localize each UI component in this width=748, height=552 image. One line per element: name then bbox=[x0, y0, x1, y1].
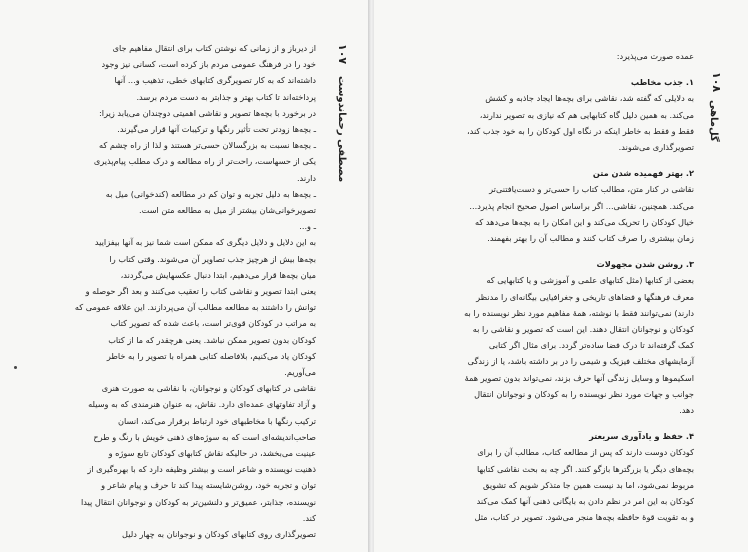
text-line: میان بچه‌ها قرار می‌دهیم، ابتدا دنبال عکسهایش می‌گردند، bbox=[120, 269, 316, 280]
right-page bbox=[374, 0, 748, 552]
text-line: در برخورد با بچه‌ها تصویر و نقاشی اهمیتی دوچندان می‌یابد زیرا: bbox=[99, 107, 316, 118]
text-line: دارند) نمی‌توانند فقط با نوشته، همهٔ مفاهیم مورد نظر نویسنده را به bbox=[464, 307, 694, 318]
text-line: کودکان دوست دارند که پس از مطالعه کتاب، مطالب آن را برای bbox=[477, 447, 694, 458]
text-line: کودکان و نوجوانان انتقال دهند. این است که تصویر و نقاشی را به bbox=[472, 324, 694, 335]
text-line bbox=[398, 246, 694, 250]
text-line: نقاشی در کنار متن، مطالب کتاب را حسی‌تر و دست‌یافتنی‌تر bbox=[489, 184, 694, 195]
left-page bbox=[0, 0, 372, 552]
text-line: فقط و فقط به خاطر اینکه در نگاه اول کودکان را به خود جذب کند، bbox=[467, 125, 694, 136]
text-line: خود را در فرهنگ عمومی مردم باز کرده است، کسانی نیز وجود bbox=[101, 59, 316, 70]
text-line: داشته‌اند که به کار تصویرگری کتابهای خطی، تذهیب و... آنها bbox=[114, 75, 316, 86]
text-line: کودکان به این امر در نظم دادن به بایگانی ذهنی آنها کمک می‌کند bbox=[476, 496, 694, 507]
text-line: مربوط نمی‌شود، اما بد نیست همین جا متذکر شویم که تشویق bbox=[483, 479, 694, 490]
text-line: صاحب‌اندیشه‌ای است که به سوژه‌های ذهنی خویش با رنگ و طرح bbox=[93, 431, 316, 442]
text-line: نقاشی در کتابهای کودکان و نوجوانان، با نقاشی به صورت هنری bbox=[101, 383, 316, 394]
text-line: ـ و... bbox=[299, 221, 316, 232]
text-line: بعضی از کتابها (مثل کتابهای علمی و آموزشی و یا کتابهایی که bbox=[486, 275, 694, 286]
text-line: می‌کند. همچنین، نقاشی... اگر براساس اصول صحیح انجام پذیرد... bbox=[469, 200, 694, 211]
text-line: جوانب و جهات مورد نظر نویسنده را به کودکان و نوجوانان انتقال bbox=[474, 388, 694, 399]
text-line: از دیرباز و از زمانی که نوشتن کتاب برای انتقال مفاهیم جای bbox=[112, 43, 316, 53]
text-line: آزمایشهای مختلف فیزیک و شیمی را در بر داشته باشد، یا از زندگی bbox=[467, 356, 694, 367]
text-line: و آزاد تفاوتهای عمده‌ای دارد. نقاش، به عنوان هنرمندی که به وسیله bbox=[88, 399, 316, 410]
text-line: کمک گرفته‌اند تا درک فضا ساده‌تر گردد. برای مثال اگر کتابی bbox=[488, 340, 694, 351]
text-line: دارند. bbox=[296, 172, 316, 183]
text-line: بچه‌ها بیش از هرچیز جذب تصاویر آن می‌شوند. وقتی کتاب را bbox=[109, 253, 316, 264]
text-line: یعنی ابتدا تصویر و نقاشی کتاب را تعقیب می‌کنند و بعد اگر حوصله و bbox=[85, 286, 316, 297]
text-line: به این دلایل و دلایل دیگری که ممکن است شما نیز به آنها بیفزایید bbox=[94, 237, 316, 248]
text-line bbox=[398, 64, 694, 68]
text-line: کودکان یاد می‌کنیم، بلافاصله کتابی همراه با تصویر را به خاطر bbox=[106, 350, 316, 361]
text-line: معرف فرهنگها و فضاهای تاریخی و جغرافیایی بیگانه‌ای را مدنظر bbox=[476, 291, 694, 302]
text-line: ۴. حفظ و یادآوری سریعتر bbox=[589, 431, 694, 442]
text-line: ـ بچه‌ها زودتر تحت تأثیر رنگها و ترکیبات آنها قرار می‌گیرند. bbox=[117, 124, 316, 135]
text-line: و به تقویت قوهٔ حافظه بچه‌ها منجر می‌شود. تصویر در کتاب، مثل bbox=[474, 512, 694, 523]
text-line: توانش را داشتند به مطالعه مطالب آن می‌پردازند. این علاقه عمومی که bbox=[74, 302, 316, 313]
text-line: ترکیب رنگها با مخاطبهای خود ارتباط برقرار می‌کند، انسان bbox=[118, 415, 316, 426]
page-number: ۱۰۷ bbox=[336, 44, 349, 65]
text-line: ـ بچه‌ها نسبت به بزرگسالان حسی‌تر هستند و لذا از راه چشم که bbox=[98, 140, 316, 151]
running-head: مصطفی رحماندوست bbox=[336, 76, 347, 183]
text-line bbox=[398, 418, 694, 422]
text-line: به دلایلی که گفته شد، نقاشی برای بچه‌ها ایجاد جاذبه و کشش bbox=[485, 93, 694, 104]
speck-mark bbox=[14, 366, 17, 369]
text-line: ذهنیت نویسنده و شاعر است و بیشتر وظیفه دارد که با بهره‌گیری از bbox=[87, 464, 316, 475]
text-line: یکی از حسهاست، راحت‌تر از راه مطالعه و درک مطلب پیام‌پذیری bbox=[93, 156, 316, 167]
text-line: ۱. جذب مخاطب bbox=[630, 77, 694, 88]
text-line: کند. bbox=[302, 512, 316, 523]
text-line: عمده صورت می‌پذیرد: bbox=[616, 51, 694, 61]
running-head: گل‌ماهی bbox=[708, 100, 719, 142]
text-line bbox=[398, 155, 694, 159]
text-line: بچه‌های دیگر یا بزرگترها بازگو کنند. اگر چه به بحث نقاشی کتابها bbox=[476, 463, 694, 474]
text-line: به مراتب در کودکان قوی‌تر است، باعث شده که تصویر کتاب bbox=[110, 318, 316, 329]
text-line: تصویرگذاری روی کتابهای کودکان و نوجوانان به چهار دلیل bbox=[122, 529, 316, 540]
text-line: می‌آوریم. bbox=[284, 367, 316, 378]
text-line: کودکان بدون تصویر ممکن نباشد. یعنی هرچقدر که ما از کتاب bbox=[108, 334, 316, 345]
text-line: زمان بیشتری را صرف کتاب کنند و مطالب آن را بهتر بفهمند. bbox=[487, 233, 694, 244]
text-line: تصویرخوانی‌شان بیشتر از میل به مطالعه متن است. bbox=[139, 205, 316, 216]
text-line: اسکیموها و وسایل زندگی آنها حرف بزند، نمی‌تواند بدون تصویر همهٔ bbox=[464, 372, 694, 383]
left-body-text bbox=[24, 40, 316, 542]
text-line: تصویرگذاری می‌شوند. bbox=[618, 142, 694, 153]
text-line: توان و تجربه خود، روشن‌شایسته پیدا کند تا حرف و پیام شاعر و bbox=[101, 480, 316, 491]
page-number: ۱۰۸ bbox=[710, 72, 723, 93]
text-line: ۲. بهتر فهمیده شدن متن bbox=[592, 168, 694, 179]
text-line: نویسنده، جذابتر، عمیق‌تر و دلنشین‌تر به کودکان و نوجوانان انتقال پیدا bbox=[80, 496, 316, 507]
text-line: دهد. bbox=[679, 405, 694, 416]
text-line: ـ بچه‌ها به دلیل تجربه و توان کم در مطالعه (کندخوانی) میل به bbox=[105, 188, 316, 199]
text-line: خیال کودکان را تحریک می‌کند و این امکان را به بچه‌ها می‌دهد که bbox=[474, 216, 694, 227]
right-body-text bbox=[398, 48, 694, 525]
text-line: عینیت می‌بخشد، در حالیکه نقاش کتابهای کودکان تابع سوژه و bbox=[108, 448, 316, 459]
text-line: می‌کند. به همین دلیل گاه کتابهایی هم که نیازی به تصویر ندارند، bbox=[479, 109, 694, 120]
text-line: ۳. روشن شدن مجهولات bbox=[596, 259, 694, 270]
text-line: پرداخته‌اند تا کتاب بهتر و جذابتر به دست مردم برسد. bbox=[136, 91, 316, 102]
